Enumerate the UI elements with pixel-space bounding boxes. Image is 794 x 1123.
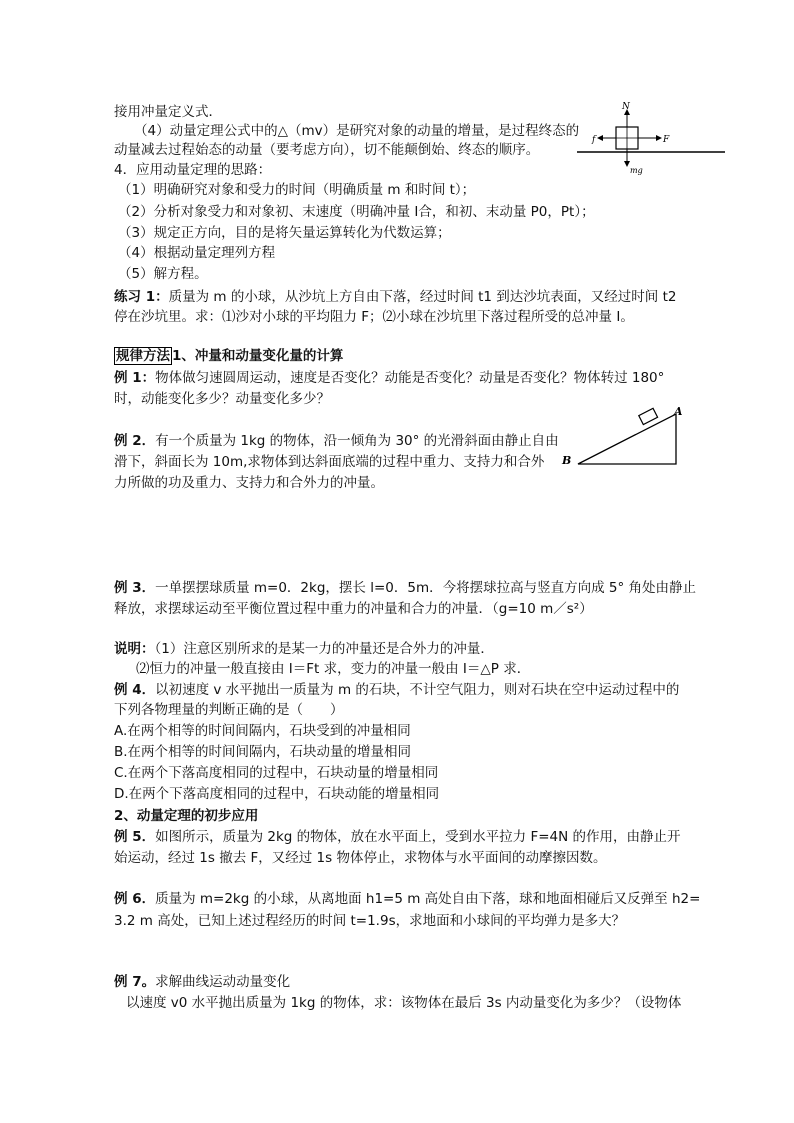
block-on-incline bbox=[639, 408, 658, 424]
practice-label: 练习 1： bbox=[114, 289, 169, 305]
text-line: 时，动能变化多少？动量变化多少？ bbox=[114, 391, 330, 407]
label-f: f bbox=[592, 135, 596, 145]
option-a: A.在两个相等的时间间隔内，石块受到的冲量相同 bbox=[114, 723, 411, 739]
example-text: 以初速度 v 水平抛出一质量为 m 的石块，不计空气阻力，则对石块在空中运动过程中的 bbox=[155, 682, 680, 698]
text-line: 停在沙坑里。求：⑴沙对小球的平均阻力 F；⑵小球在沙坑里下落过程所受的总冲量 I。 bbox=[114, 309, 634, 325]
practice-text: 质量为 m 的小球，从沙坑上方自由下落，经过时间 t1 到达沙坑表面，又经过时间 t2 bbox=[168, 289, 677, 305]
text-line: 滑下，斜面长为 10m,求物体到达斜面底端的过程中重力、支持力和合外 bbox=[114, 454, 545, 470]
section-1-heading bbox=[114, 346, 343, 366]
text-line: 释放，求摆球运动至平衡位置过程中重力的冲量和合力的冲量．（g=10 m／s²） bbox=[114, 601, 593, 617]
practice-1 bbox=[114, 287, 676, 307]
text-line: （3）规定正方向，目的是将矢量运算转化为代数运算； bbox=[118, 225, 451, 241]
option-c: C.在两个下落高度相同的过程中，石块动量的增量相同 bbox=[114, 765, 439, 781]
example-label: 例 2． bbox=[114, 433, 156, 449]
text-line: 以速度 v0 水平抛出质量为 1kg 的物体，求：该物体在最后 3s 内动量变化为多少？（设物体 bbox=[126, 995, 682, 1011]
text-line: 始运动，经过 1s 撤去 F，又经过 1s 物体停止，求物体与水平面间的动摩擦因数。 bbox=[114, 850, 607, 866]
incline bbox=[578, 414, 676, 464]
example-label: 例 3． bbox=[114, 580, 156, 596]
option-d: D.在两个下落高度相同的过程中，石块动能的增量相同 bbox=[114, 786, 440, 802]
example-text: 如图所示，质量为 2kg 的物体，放在水平面上，受到水平拉力 F=4N 的作用，由静止开 bbox=[155, 829, 681, 845]
text-line: 动量减去过程始态的动量（要考虑方向），切不能颠倒始、终态的顺序。 bbox=[114, 142, 540, 158]
note-label: 说明： bbox=[114, 641, 155, 657]
example-text: 质量为 m=2kg 的小球，从离地面 h1=5 m 高处自由下落，球和地面相碰后又反弹至 h2= bbox=[155, 891, 701, 907]
example-text: 物体做匀速圆周运动，速度是否变化？动能是否变化？动量是否变化？物体转过 180° bbox=[155, 370, 665, 386]
note-text: （1）注意区别所求的是某一力的冲量还是合外力的冲量． bbox=[154, 641, 494, 657]
example-7 bbox=[114, 972, 290, 992]
text-line: ⑵恒力的冲量一般直接由 I＝Ft 求，变力的冲量一般由 I＝△P 求． bbox=[136, 661, 531, 677]
label-F: F bbox=[663, 135, 670, 145]
option-b: B.在两个相等的时间间隔内，石块动量的增量相同 bbox=[114, 744, 412, 760]
example-4 bbox=[114, 680, 679, 700]
text-line: （4）根据动量定理列方程 bbox=[118, 245, 276, 261]
text-line: （2）分析对象受力和对象初、末速度（明确冲量 I合，和初、末动量 P0，Pt）； bbox=[118, 204, 595, 220]
example-3 bbox=[114, 578, 696, 598]
example-label: 例 5． bbox=[114, 829, 156, 845]
force-diagram bbox=[575, 100, 730, 180]
example-label: 例 7。 bbox=[114, 974, 156, 990]
method-box: 规律方法 bbox=[116, 348, 170, 364]
example-text: 一单摆摆球质量 m=0．2kg，摆长 l=0．5m．今将摆球拉高与竖直方向成 5° 角处由静止 bbox=[155, 580, 697, 596]
text-line: 4．应用动量定理的思路： bbox=[114, 162, 272, 178]
text-line: （4）动量定理公式中的△（mv）是研究对象的动量的增量，是过程终态的 bbox=[134, 123, 580, 139]
label-N: N bbox=[622, 102, 630, 112]
label-A: A bbox=[674, 405, 683, 418]
example-label: 例 4． bbox=[114, 682, 156, 698]
text-line: 3.2 m 高处，已知上述过程经历的时间 t=1.9s，求地面和小球间的平均弹力是多大？ bbox=[114, 913, 626, 929]
example-label: 例 6． bbox=[114, 891, 156, 907]
example-text: 有一个质量为 1kg 的物体，沿一倾角为 30° 的光滑斜面由静止自由 bbox=[155, 433, 559, 449]
incline-diagram bbox=[558, 400, 693, 470]
text-line: （1）明确研究对象和受力的时间（明确质量 m 和时间 t）； bbox=[118, 182, 476, 198]
text-line: 接用冲量定义式． bbox=[114, 104, 222, 120]
label-mg: mg bbox=[630, 166, 643, 175]
example-title: 求解曲线运动动量变化 bbox=[155, 974, 291, 990]
example-6 bbox=[114, 889, 700, 909]
text-line: （5）解方程。 bbox=[118, 266, 208, 282]
example-5 bbox=[114, 827, 681, 847]
label-B: B bbox=[562, 454, 572, 467]
section-title: 1、冲量和动量变化量的计算 bbox=[172, 348, 344, 364]
text-line: 下列各物理量的判断正确的是（ ） bbox=[114, 702, 344, 718]
example-label: 例 1： bbox=[114, 370, 156, 386]
note bbox=[114, 639, 494, 659]
example-1 bbox=[114, 368, 664, 388]
example-2 bbox=[114, 431, 559, 451]
section-2-heading: 2、动量定理的初步应用 bbox=[114, 808, 259, 824]
text-line: 力所做的功及重力、支持力和合外力的冲量。 bbox=[114, 475, 384, 491]
